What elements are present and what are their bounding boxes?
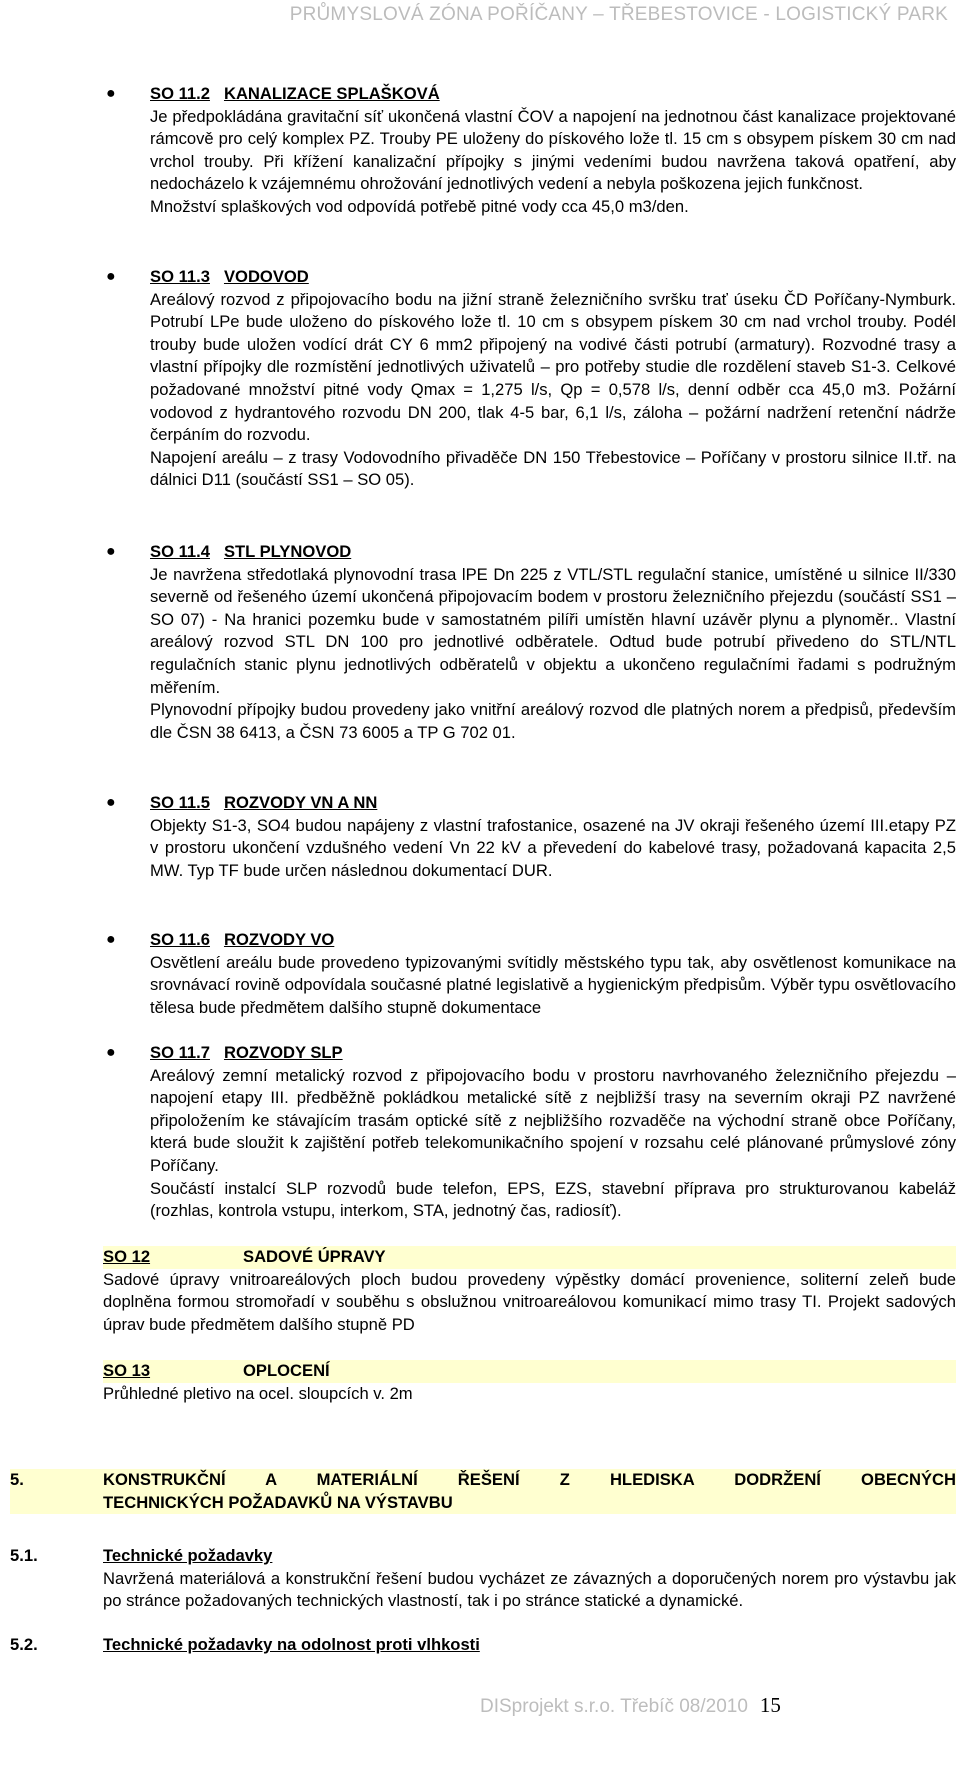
section-code: SO 11.5: [150, 793, 210, 812]
subsection-number: 5.2.: [10, 1635, 38, 1654]
section-code: SO 11.7: [150, 1043, 210, 1062]
section-body: Je předpokládána gravitační síť ukončená vlastní ČOV a napojení na jednotnou část kanalizace projektované rámcově pro celý komplex PZ. Trouby PE uloženy do pískového lože tl. 15 cm s obsypem pískem 30 cm nad vrchol trouby. Při křížení kanalizační přípojky s jinými vedeními budou navržena taková opatření, aby nedocházelo k vzájemnému ohrožování jednotlivých vedení a nebyla poškozena jejich funkčnost.: [150, 106, 956, 194]
bullet-icon: ●: [106, 931, 116, 948]
section-body: Objekty S1-3, SO4 budou napájeny z vlastní trafostanice, osazené na JV okraji řešeného území III.etapy PZ v prostoru ukončení vzdušného vedení Vn 22 kV a převedení do kabelové trasy, požadovaná kapacita 2,5 MW. Typ TF bude určen následnou dokumentací DUR.: [150, 815, 956, 880]
chapter-5-heading: [10, 1469, 956, 1514]
section-heading: [150, 541, 956, 564]
subsection-title: Technické požadavky: [103, 1546, 273, 1565]
section-title: ROZVODY VO: [223, 930, 335, 949]
chapter-title-line-2: TECHNICKÝCH POŽADAVKŮ NA VÝSTAVBU: [103, 1492, 453, 1512]
bullet-icon: ●: [106, 543, 116, 560]
subsection-5-1: [10, 1545, 956, 1613]
section-body-2: Množství splaškových vod odpovídá potřebě pitné vody cca 45,0 m3/den.: [150, 196, 689, 216]
running-header: PRŮMYSLOVÁ ZÓNA POŘÍČANY – TŘEBESTOVICE - LOGISTICKÝ PARK: [289, 4, 948, 25]
section-title: ROZVODY SLP: [223, 1043, 343, 1062]
section-title: SADOVÉ ÚPRAVY: [243, 1247, 386, 1266]
section-body-2: Součástí instalcí SLP rozvodů bude telefon, EPS, EZS, stavební příprava pro strukturovanou kabeláž (rozhlas, kontrola vstupu, interkom, STA, jednotný čas, radiosíť).: [150, 1178, 956, 1221]
section-body: Areálový rozvod z připojovacího bodu na jižní straně železničního svršku trať úseku ČD Poříčany-Nymburk. Potrubí LPe bude uloženo do pískového lože tl. 10 cm s obsypem pískem 30 cm nad vrchol trouby. Podél trouby bude uložen vodící drát CY 6 mm2 připojený na vodivé části potrubí (armatury). Rozvodné trasy a vlastní přípojky dle rozmístění jednotlivých uživatelů – pro potřeby studie dle rozdělení staveb S1-3. Celkové požadované množství pitné vody Qmax = 1,275 l/s, Qp = 0,578 l/s, denní odběr cca 45,0 m3. Požární vodovod z hydrantového rozvodu DN 200, tlak 4-5 bar, 6,1 l/s, záloha – požární nadržení retenční nádrže čerpáním do rozvodu.: [150, 289, 956, 445]
section-so-12: [103, 1246, 956, 1336]
section-title: STL PLYNOVOD: [223, 542, 352, 561]
section-body-2: Napojení areálu – z trasy Vodovodního přivaděče DN 150 Třebestovice – Poříčany v prostoru silnice II.tř. na dálnici D11 (součástí SS1 – SO 05).: [150, 447, 956, 490]
section-so-11-4: [106, 541, 956, 744]
section-so-11-7: [106, 1042, 956, 1223]
section-so-11-6: [106, 929, 956, 1019]
section-code: SO 11.2: [150, 84, 210, 103]
section-so-11-3: [106, 266, 956, 492]
chapter-number: 5.: [10, 1470, 24, 1489]
section-code: SO 11.4: [150, 542, 210, 561]
section-body: Osvětlení areálu bude provedeno typizovanými svítidly městského typu tak, aby osvětlenost komunikace na srovnávací rovině odpovídala současné platné legislativě a hygienickým předpisům. Výběr typu osvětlovacího tělesa bude předmětem dalšího stupně dokumentace: [150, 952, 956, 1017]
bullet-icon: ●: [106, 85, 116, 102]
section-title: ROZVODY VN A NN: [223, 793, 378, 812]
section-heading: [150, 83, 956, 106]
bullet-icon: ●: [106, 268, 116, 285]
section-code: SO 11.6: [150, 930, 210, 949]
section-body: Je navržena středotlaká plynovodní trasa lPE Dn 225 z VTL/STL regulační stanice, umístěné u silnice II/330 severně od řešeného území ukončená připojovacím bodem v prostoru železničního přejezdu (součástí SS1 – SO 07) - Na hranici pozemku bude v samostatném pilíři umístěn hlavní uzávěr plynu a plynoměr.. Vlastní areálový rozvod STL DN 100 pro jednotlivé odběratele. Odtud bude potrubí přivedeno do STL/NTL regulačních stanic plynu jednotlivých odběratelů v objektu a ukončeno regulačními řadami s podružným měřením.: [150, 564, 956, 697]
page-footer: [480, 1693, 781, 1718]
section-heading: [103, 1360, 956, 1383]
section-so-11-2: [106, 83, 956, 219]
section-heading: [150, 929, 956, 952]
section-heading: [150, 792, 956, 815]
page-number: 15: [759, 1693, 781, 1717]
section-title: KANALIZACE SPLAŠKOVÁ: [223, 84, 440, 103]
subsection-title: Technické požadavky na odolnost proti vlhkosti: [103, 1635, 480, 1654]
section-heading: [150, 266, 956, 289]
section-code: SO 11.3: [150, 267, 210, 286]
section-title: VODOVOD: [223, 267, 309, 286]
section-heading: [103, 1246, 956, 1269]
subsection-body: Navržená materiálová a konstrukční řešení budou vycházet ze závazných a doporučených norem pro výstavbu jak po stránce požadovaných technických vlastností, tak i po stránce statické a dynamické.: [103, 1568, 956, 1611]
section-title: OPLOCENÍ: [243, 1361, 330, 1380]
section-code: SO 12: [103, 1247, 151, 1266]
bullet-icon: ●: [106, 794, 116, 811]
subsection-number: 5.1.: [10, 1546, 38, 1565]
section-body: Sadové úpravy vnitroareálových ploch budou provedeny výpěstky domácí provenience, soliterní zeleň bude doplněna formou stromořadí v souběhu s obslužnou vnitroareálovou komunikací mimo trasy TI. Projekt sadových úprav bude předmětem dalšího stupně PD: [103, 1269, 956, 1334]
section-body: Průhledné pletivo na ocel. sloupcích v. 2m: [103, 1383, 413, 1403]
section-code: SO 13: [103, 1361, 151, 1380]
section-body: Areálový zemní metalický rozvod z připojovacího bodu v prostoru navrhovaného železničního přejezdu – napojení etapy III. předběžně pokládkou metalické sítě z nejbližší trasy na severním okraji PZ navržené připoložením ke stávajícím trasám optické sítě z nejbližšího rozvaděče na východní straně obce Poříčany, která bude sloužit k zajištění potřeb telekomunikačního spojení v rozsahu celé plánované průmyslové zóny Poříčany.: [150, 1065, 956, 1175]
chapter-title-line-1: KONSTRUKČNÍ A MATERIÁLNÍ ŘEŠENÍ Z HLEDISKA DODRŽENÍ OBECNÝCH: [103, 1470, 956, 1489]
section-heading: [150, 1042, 956, 1065]
footer-company: DISprojekt s.r.o. Třebíč 08/2010: [480, 1696, 748, 1717]
section-so-11-5: [106, 792, 956, 882]
subsection-5-2: [10, 1634, 956, 1657]
section-so-13: [103, 1360, 956, 1405]
section-body-2: Plynovodní přípojky budou provedeny jako vnitřní areálový rozvod dle platných norem a předpisů, především dle ČSN 38 6413, a ČSN 73 6005 a TP G 702 01.: [150, 700, 956, 742]
bullet-icon: ●: [106, 1044, 116, 1061]
